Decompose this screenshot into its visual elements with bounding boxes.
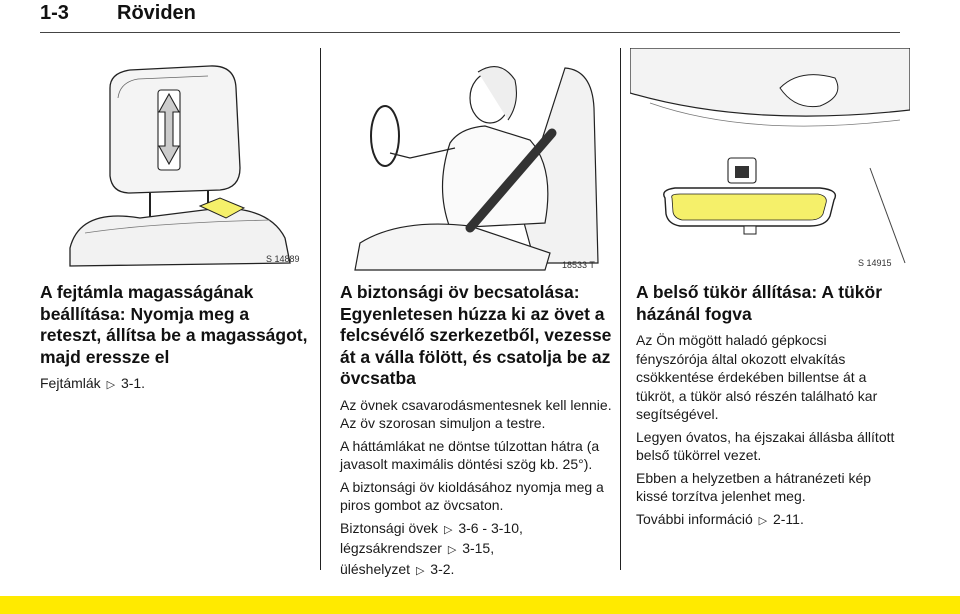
page-number: 1-3 xyxy=(40,2,69,24)
mirror-section xyxy=(636,282,901,534)
reference-page: 3-6 - 3-10, xyxy=(458,519,523,536)
cross-reference xyxy=(40,374,315,395)
reference-page: 3-15, xyxy=(462,540,495,556)
body-paragraph: A háttámlákat ne döntse túlzottan hátra (a javasolt maximális döntési szög kb. 25°). xyxy=(340,437,600,472)
right-triangle-outline-icon: ▷ xyxy=(415,564,425,577)
figure-id: S 14889 xyxy=(266,254,300,264)
mirror-drawing xyxy=(630,48,910,273)
headrest-illustration xyxy=(40,48,310,273)
mirror-heading: A belső tükör állítása: A tükör házánál fogva xyxy=(636,282,883,324)
reference-text: Biztonsági övek xyxy=(340,519,439,536)
headrest-heading: A fejtámla magasságának beállítása: Nyomja meg a reteszt, állítsa be a magasságot, majd eressze el xyxy=(40,282,308,367)
cross-reference xyxy=(636,510,901,531)
reference-page: 3-2. xyxy=(430,560,455,577)
reference-text: Fejtámlák xyxy=(40,375,101,391)
right-triangle-outline-icon: ▷ xyxy=(106,379,116,391)
seatbelt-heading: A biztonsági öv becsatolása: Egyenletesen húzza ki az övet a felcsévélő szerkezetből, vezesse át a válla fölött, és csatolja be az övcsatba xyxy=(340,282,612,388)
mirror-illustration xyxy=(630,48,910,273)
cross-reference xyxy=(340,519,615,581)
body-paragraph: Az övnek csavarodásmentesnek kell lennie. Az öv szorosan simuljon a testre. xyxy=(340,396,612,431)
header-rule xyxy=(40,32,900,33)
reference-page: 2-11. xyxy=(772,510,804,527)
column-divider xyxy=(620,48,621,570)
column-divider xyxy=(320,48,321,570)
headrest-drawing xyxy=(40,48,310,273)
figure-id: 18533 T xyxy=(562,260,595,270)
reference-text: További információ xyxy=(636,510,753,527)
bottom-accent-bar xyxy=(0,596,960,614)
headrest-section xyxy=(40,282,315,399)
body-paragraph: Ebben a helyzetben a hátranézeti kép kissé torzítva jelenhet meg. xyxy=(636,469,872,504)
body-paragraph: Az Ön mögött haladó gépkocsi fényszórója által okozott elvakítás csökkentése érdekében billentse át a tükröt, a tükör alsó részén található kar segítségével. xyxy=(636,332,878,422)
body-paragraph: A biztonsági öv kioldásához nyomja meg a piros gombot az övcsaton. xyxy=(340,478,604,513)
right-triangle-outline-icon: ▷ xyxy=(758,514,768,527)
seatbelt-section xyxy=(340,282,615,584)
body-paragraph: Legyen óvatos, ha éjszakai állásba állított belső tükörrel vezet. xyxy=(636,428,895,463)
seatbelt-drawing xyxy=(330,48,612,273)
right-triangle-outline-icon: ▷ xyxy=(443,523,453,536)
reference-text: üléshelyzet xyxy=(340,560,411,577)
reference-text: légzsákrendszer xyxy=(340,540,442,556)
seatbelt-illustration xyxy=(330,48,612,273)
right-triangle-outline-icon: ▷ xyxy=(447,544,457,556)
reference-page: 3-1. xyxy=(120,375,146,391)
page-header xyxy=(40,0,900,36)
page-title: Röviden xyxy=(117,2,196,24)
figure-id: S 14915 xyxy=(858,258,892,268)
